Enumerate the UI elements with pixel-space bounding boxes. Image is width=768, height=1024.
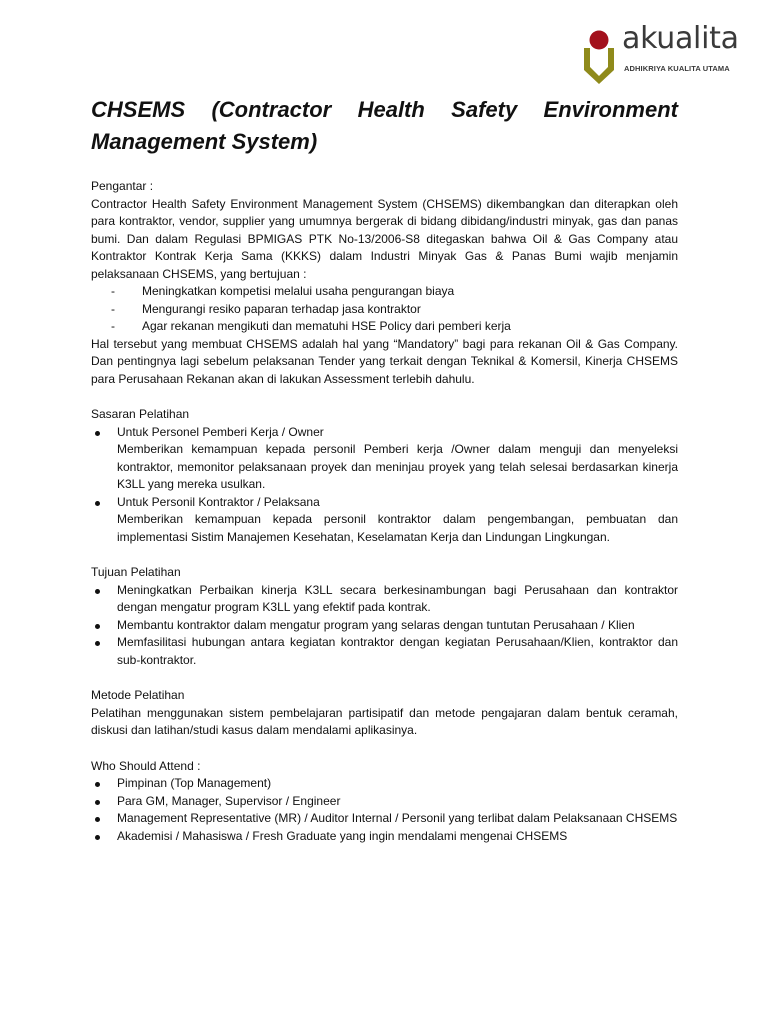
- document-title: [91, 94, 678, 158]
- tujuan-list: [91, 582, 678, 670]
- bullet-icon: [95, 835, 100, 840]
- section-tujuan: [91, 564, 678, 669]
- list-item-text: Management Representative (MR) / Auditor Internal / Personil yang terlibat dalam Pelaksanaan CHSEMS: [117, 811, 678, 825]
- logo-wordmark: akualita: [622, 21, 739, 56]
- dash-marker: -: [111, 284, 115, 298]
- list-item-text: Mengurangi resiko paparan terhadap jasa kontraktor: [142, 301, 421, 316]
- title-line-2: Management System): [91, 129, 318, 154]
- logo-mark-icon: [580, 26, 622, 88]
- company-logo: [580, 21, 750, 88]
- list-item: [111, 301, 678, 319]
- list-item-text: Memfasilitasi hubungan antara kegiatan kontraktor dengan kegiatan Perusahaan/Klien, kontraktor dan sub-kontraktor.: [117, 635, 678, 667]
- bullet-icon: [95, 641, 100, 646]
- list-item-heading: Untuk Personil Kontraktor / Pelaksana: [117, 494, 320, 509]
- section-attend: [91, 758, 678, 846]
- list-item-text: Para GM, Manager, Supervisor / Engineer: [117, 793, 341, 808]
- list-item: [91, 793, 678, 811]
- list-item-description: Memberikan kemampuan kepada personil kontraktor dalam pengembangan, pembuatan dan implementasi Sistim Manajemen Kesehatan, Keselamatan Kerja dan Lindungan Lingkungan.: [117, 512, 678, 544]
- list-item: [111, 318, 678, 336]
- list-item: [91, 810, 678, 828]
- list-item-text: Akademisi / Mahasiswa / Fresh Graduate yang ingin mendalami mengenai CHSEMS: [117, 828, 568, 843]
- list-item-text: Membantu kontraktor dalam mengatur program yang selaras dengan tuntutan Perusahaan / Klien: [117, 617, 635, 632]
- bullet-icon: [95, 624, 100, 629]
- bullet-icon: [95, 431, 100, 436]
- dash-marker: -: [111, 319, 115, 333]
- list-item-text: Agar rekanan mengikuti dan mematuhi HSE Policy dari pemberi kerja: [142, 319, 511, 333]
- bullet-icon: [95, 800, 100, 805]
- list-item: [91, 775, 678, 793]
- closing-paragraph: Hal tersebut yang membuat CHSEMS adalah hal yang “Mandatory” bagi para rekanan Oil & Gas Company. Dan pentingnya lagi sebelum pelaksanan Tender yang terkait dengan Teknikal & Komersil, Kinerja CHSEMS para Perusahaan Rekanan akan di lakukan Assessment terlebih dahulu.: [91, 336, 678, 386]
- list-item: [91, 582, 678, 617]
- list-item: [91, 424, 678, 494]
- section-heading: Metode Pelatihan: [91, 688, 185, 702]
- title-line-1: CHSEMS (Contractor Health Safety Environment: [91, 97, 678, 122]
- bullet-icon: [95, 589, 100, 594]
- goals-list: [91, 283, 678, 336]
- bullet-icon: [95, 782, 100, 787]
- list-item: [111, 283, 678, 301]
- list-item-description: Memberikan kemampuan kepada personil Pemberi kerja /Owner dalam menguji dan menyeleksi kontraktor, memonitor pelaksanaan proyek dan meninjau proyek yang telah selesai berdasarkan kinerja K3LL yang mereka usulkan.: [117, 442, 678, 491]
- attend-list: [91, 775, 678, 845]
- sasaran-list: [91, 424, 678, 547]
- intro-paragraph: Contractor Health Safety Environment Management System (CHSEMS) dikembangkan dan diterapkan oleh para kontraktor, vendor, supplier yang umumnya bergerak di bidang dibidang/industri minyak, gas dan panas bumi. Dan dalam Regulasi BPMIGAS PTK No-13/2006-S8 ditegaskan bahwa Oil & Gas Company atau Kontraktor Kontrak Kerja Sama (KKKS) dalam Industri Minyak Gas & Panas Bumi wajib menjamin pelaksanaan CHSEMS, yang bertujuan :: [91, 196, 678, 281]
- document-content: [91, 94, 678, 845]
- section-sasaran: [91, 406, 678, 546]
- logo-tagline: ADHIKRIYA KUALITA UTAMA: [624, 64, 730, 73]
- dash-marker: -: [111, 301, 115, 316]
- section-heading: Who Should Attend :: [91, 758, 201, 773]
- list-item-text: Pimpinan (Top Management): [117, 776, 272, 790]
- bullet-icon: [95, 501, 100, 506]
- section-metode: [91, 687, 678, 740]
- metode-paragraph: Pelatihan menggunakan sistem pembelajaran partisipatif dan metode pengajaran dalam bentuk ceramah, diskusi dan latihan/studi kasus dalam mendalami aplikasinya.: [91, 705, 678, 737]
- section-heading: Pengantar :: [91, 179, 154, 193]
- list-item: [91, 828, 678, 846]
- list-item-heading: Untuk Personel Pemberi Kerja / Owner: [117, 424, 324, 439]
- list-item: [91, 634, 678, 669]
- section-heading: Sasaran Pelatihan: [91, 407, 190, 421]
- list-item: [91, 617, 678, 635]
- list-item: [91, 494, 678, 547]
- list-item-text: Meningkatkan Perbaikan kinerja K3LL secara berkesinambungan bagi Perusahaan dan kontraktor dengan mengatur program K3LL yang efektif pada kontrak.: [117, 582, 678, 614]
- section-heading: Tujuan Pelatihan: [91, 565, 181, 579]
- section-pengantar: [91, 178, 678, 388]
- list-item-text: Meningkatkan kompetisi melalui usaha pengurangan biaya: [142, 284, 455, 298]
- bullet-icon: [95, 817, 100, 822]
